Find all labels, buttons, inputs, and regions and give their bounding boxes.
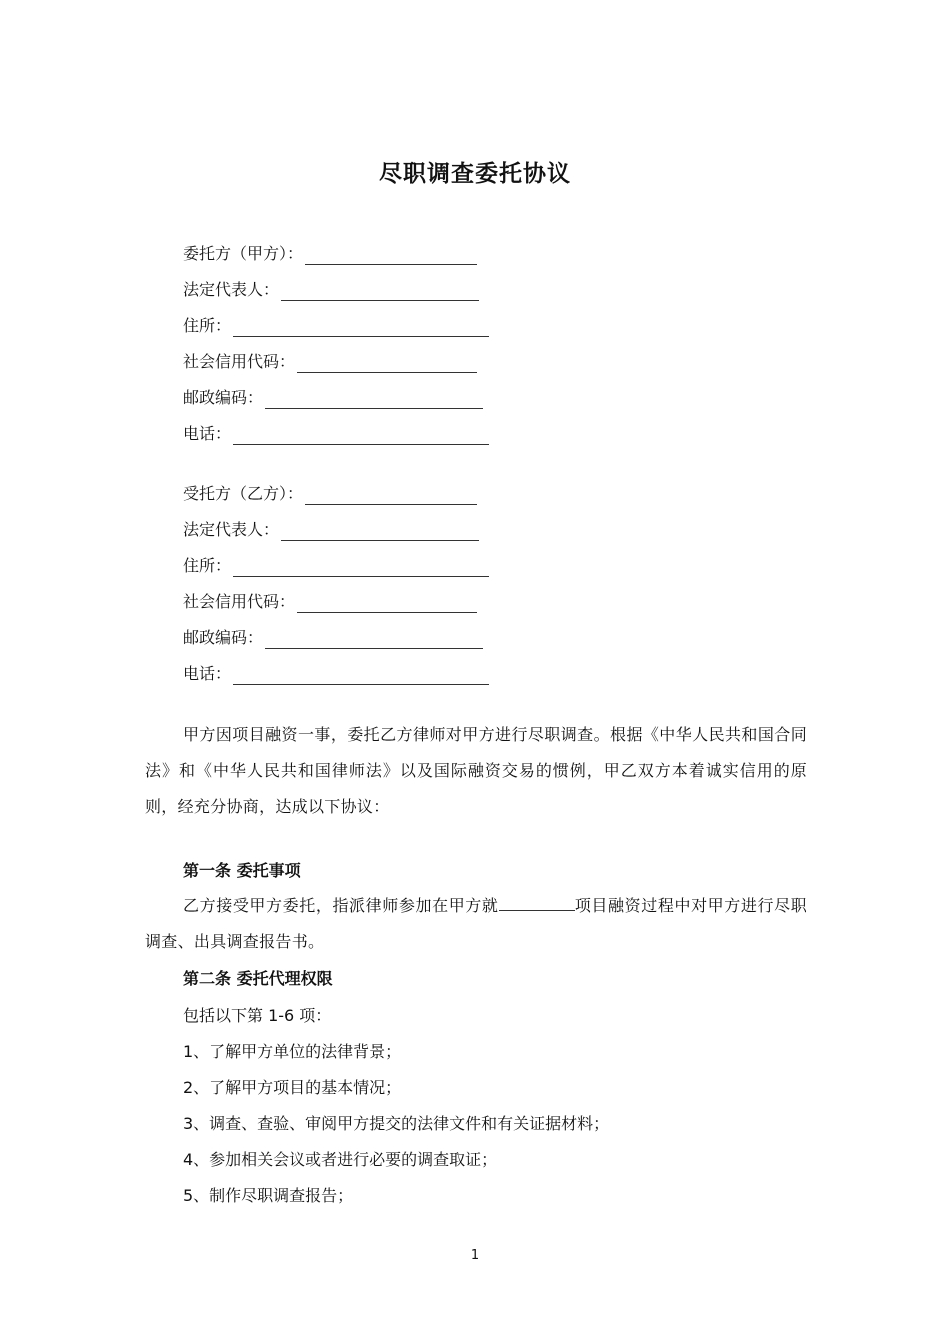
article-2-heading: 第二条 委托代理权限	[183, 969, 333, 988]
article-1-paragraph	[145, 888, 807, 960]
party-b-legal-rep-blank	[281, 522, 479, 541]
article-1-heading: 第一条 委托事项	[183, 861, 301, 880]
party-b-legal-rep-line	[183, 519, 479, 541]
project-name-blank	[499, 892, 575, 911]
list-item: 5、制作尽职调查报告；	[183, 1186, 354, 1205]
party-b-credit-code-blank	[297, 594, 477, 613]
party-b-postal-code-blank	[265, 630, 483, 649]
list-item: 4、参加相关会议或者进行必要的调查取证；	[183, 1150, 498, 1169]
article-2-intro: 包括以下第 1-6 项：	[183, 1006, 332, 1025]
party-a-legal-rep-line	[183, 279, 479, 301]
party-a-header-line	[183, 243, 477, 265]
party-a-address-line	[183, 315, 489, 337]
party-a-legal-rep-blank	[281, 282, 479, 301]
party-a-postal-code-line	[183, 387, 483, 409]
document-title: 尽职调查委托协议	[379, 160, 571, 187]
party-b-phone-line	[183, 663, 489, 685]
party-a-phone-blank	[233, 426, 489, 445]
party-a-name-blank	[305, 246, 477, 265]
party-a-postal-code-label: 邮政编码：	[183, 388, 264, 407]
party-a-header-label: 委托方（甲方）：	[183, 244, 304, 263]
party-a-postal-code-blank	[265, 390, 483, 409]
party-a-phone-label: 电话：	[183, 424, 232, 443]
party-b-header-line	[183, 483, 477, 505]
party-b-postal-code-line	[183, 627, 483, 649]
page-number: 1	[470, 1248, 480, 1263]
list-item: 3、调查、查验、审阅甲方提交的法律文件和有关证据材料；	[183, 1114, 610, 1133]
article-1-text-after: 项目融资过程中对甲方进行尽职调查、出具调查报告书。	[145, 896, 807, 951]
preamble-paragraph: 甲方因项目融资一事，委托乙方律师对甲方进行尽职调查。根据《中华人民共和国合同法》和《中华人民共和国律师法》以及国际融资交易的惯例，甲乙双方本着诚实信用的原则，经充分协商，达成以下协议：	[145, 725, 807, 816]
party-b-header-label: 受托方（乙方）：	[183, 484, 304, 503]
party-b-phone-label: 电话：	[183, 664, 232, 683]
party-a-credit-code-blank	[297, 354, 477, 373]
party-b-credit-code-line	[183, 591, 477, 613]
party-b-legal-rep-label: 法定代表人：	[183, 520, 280, 539]
party-b-address-blank	[233, 558, 489, 577]
party-b-address-label: 住所：	[183, 556, 232, 575]
list-item: 1、了解甲方单位的法律背景；	[183, 1042, 402, 1061]
party-b-name-blank	[305, 486, 477, 505]
party-a-address-blank	[233, 318, 489, 337]
party-a-legal-rep-label: 法定代表人：	[183, 280, 280, 299]
list-item: 2、了解甲方项目的基本情况；	[183, 1078, 402, 1097]
party-b-postal-code-label: 邮政编码：	[183, 628, 264, 647]
article-1-text-before: 乙方接受甲方委托，指派律师参加在甲方就	[183, 896, 499, 915]
party-b-phone-blank	[233, 666, 489, 685]
party-a-credit-code-line	[183, 351, 477, 373]
party-a-credit-code-label: 社会信用代码：	[183, 352, 296, 371]
party-a-phone-line	[183, 423, 489, 445]
party-a-address-label: 住所：	[183, 316, 232, 335]
party-b-address-line	[183, 555, 489, 577]
party-b-credit-code-label: 社会信用代码：	[183, 592, 296, 611]
